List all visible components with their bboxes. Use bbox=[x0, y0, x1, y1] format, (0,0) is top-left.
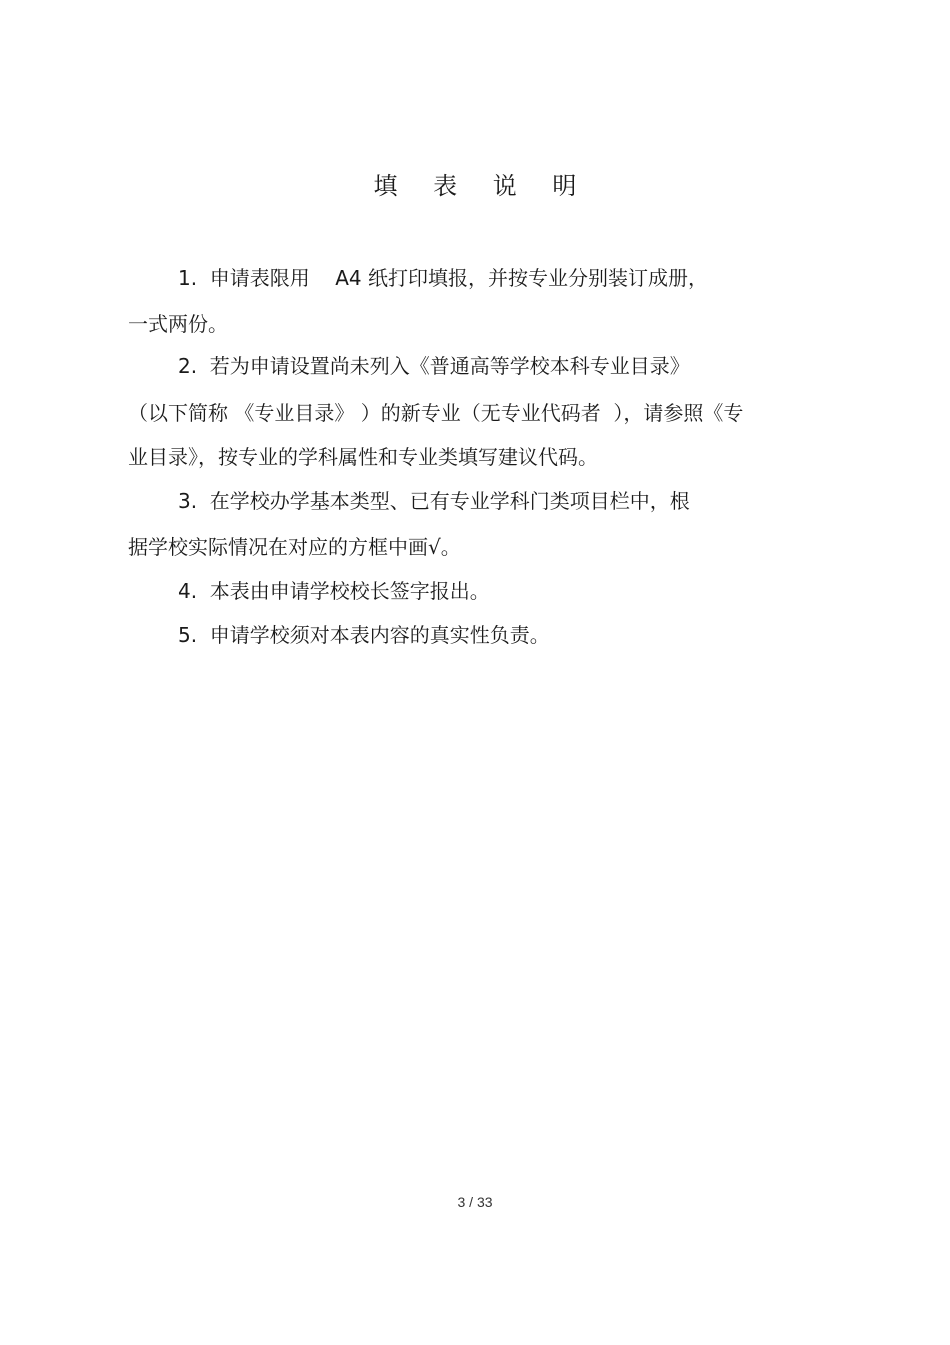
instruction-2-line-1: 2. 若为申请设置尚未列入《普通高等学校本科专业目录》 bbox=[178, 354, 690, 378]
instruction-5-line-1: 5. 申请学校须对本表内容的真实性负责。 bbox=[178, 623, 550, 647]
instruction-4-line-1: 4. 本表由申请学校校长签字报出。 bbox=[178, 579, 490, 603]
page-number: 3 / 33 bbox=[457, 1194, 493, 1210]
instruction-3-line-1: 3. 在学校办学基本类型、已有专业学科门类项目栏中，根 bbox=[178, 489, 690, 513]
instruction-1-line-1: 1. 申请表限用 A4 纸打印填报，并按专业分别装订成册， bbox=[178, 266, 708, 290]
instruction-2-line-2: （以下简称 《专业目录》 ）的新专业（无专业代码者 ），请参照《专 bbox=[128, 401, 744, 425]
instruction-2-line-3: 业目录》，按专业的学科属性和专业类填写建议代码。 bbox=[128, 445, 598, 469]
page-title: 填 表 说 明 bbox=[373, 172, 591, 200]
instruction-1-line-2: 一式两份。 bbox=[128, 312, 228, 336]
instruction-3-line-2: 据学校实际情况在对应的方框中画√。 bbox=[128, 535, 461, 559]
